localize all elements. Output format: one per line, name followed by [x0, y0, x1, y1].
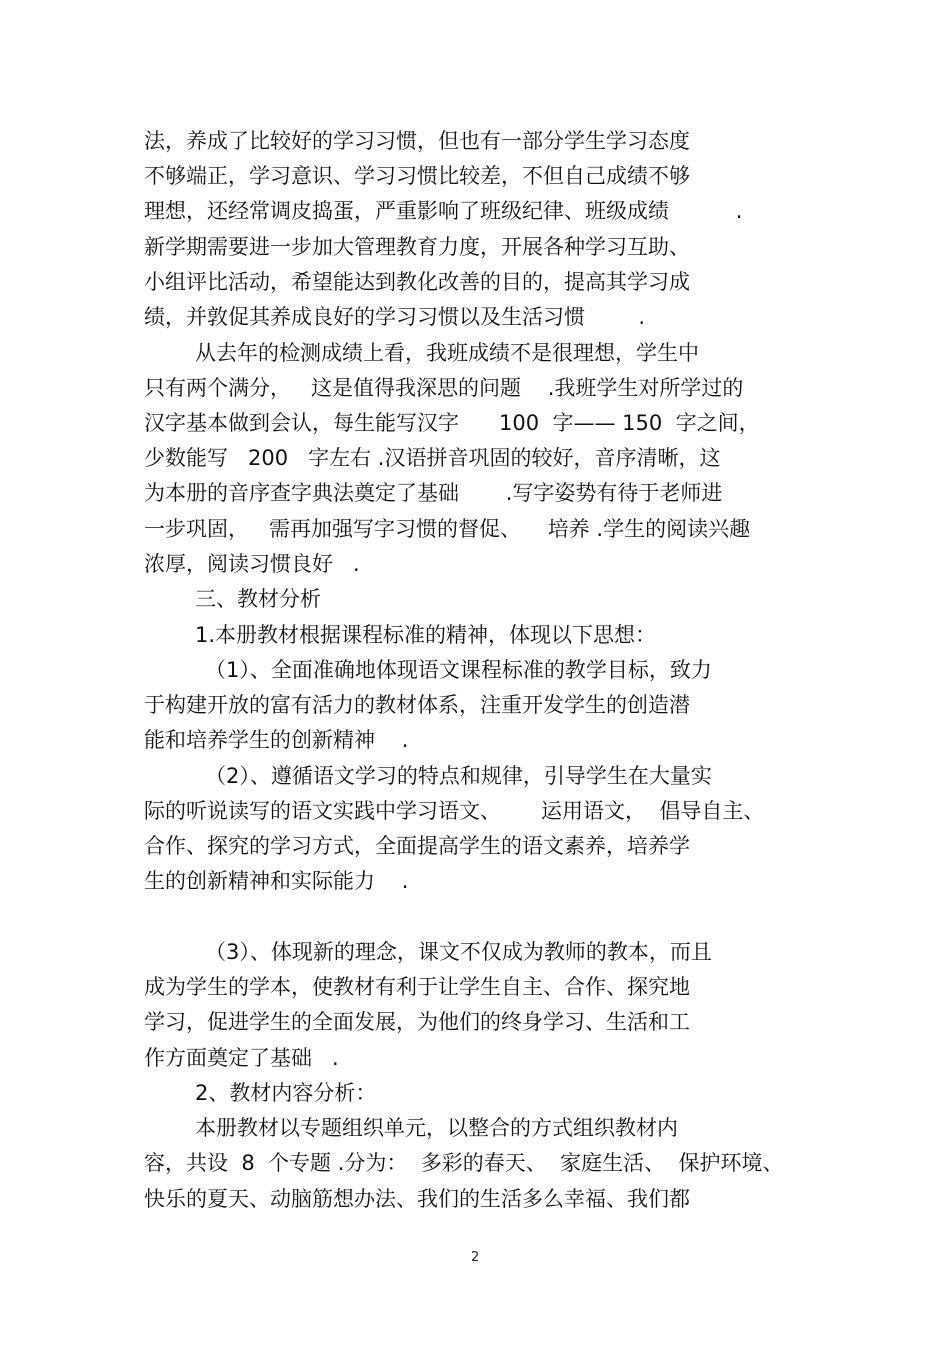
text-line: 新学期需要进一步加大管理教育力度，开展各种学习互助、: [144, 235, 690, 259]
text-line: 法，养成了比较好的学习习惯，但也有一部分学生学习态度: [144, 129, 690, 153]
text-line: （2）、遵循语文学习的特点和规律，引导学生在大量实: [205, 764, 712, 788]
page-number: 2: [471, 1250, 480, 1265]
subsection-heading: 1.本册教材根据课程标准的精神，体现以下思想：: [195, 623, 657, 647]
text-line: 从去年的检测成绩上看，我班成绩不是很理想，学生中: [195, 341, 699, 365]
text-line: 容，共设 8 个专题 .分为： 多彩的春天、 家庭生活、 保护环境、: [144, 1151, 784, 1175]
section-heading: 三、教材分析: [195, 587, 321, 611]
text-line: 汉字基本做到会认，每生能写汉字 100 字—— 150 字之间，: [144, 411, 760, 435]
text-line: 为本册的音序查字典法奠定了基础 .写字姿势有待于老师进: [144, 481, 723, 505]
text-line: 成为学生的学本，使教材有利于让学生自主、合作、探究地: [144, 975, 690, 999]
subsection-heading: 2、教材内容分析：: [195, 1081, 377, 1105]
text-line: 于构建开放的富有活力的教材体系，注重开发学生的创造潜: [144, 693, 690, 717]
text-line: 作方面奠定了基础 .: [144, 1046, 339, 1070]
text-line: 小组评比活动，希望能达到教化改善的目的，提高其学习成: [144, 270, 690, 294]
text-line: 一步巩固， 需再加强写字习惯的督促、 培养 .学生的阅读兴趣: [144, 517, 751, 541]
text-line: （1）、全面准确地体现语文课程标准的教学目标，致力: [205, 658, 712, 682]
text-line: 少数能写 200 字左右 .汉语拼音巩固的较好，音序清晰，这: [144, 446, 721, 470]
text-line: 合作、探究的学习方式，全面提高学生的语文素养，培养学: [144, 834, 690, 858]
text-line: 际的听说读写的语文实践中学习语文、 运用语文， 倡导自主、: [144, 799, 765, 823]
text-line: 生的创新精神和实际能力 .: [144, 869, 409, 893]
text-line: 本册教材以专题组织单元，以整合的方式组织教材内: [195, 1116, 678, 1140]
text-line: 快乐的夏天、动脑筋想办法、我们的生活多么幸福、我们都: [144, 1187, 690, 1211]
text-line: 学习，促进学生的全面发展，为他们的终身学习、生活和工: [144, 1010, 690, 1034]
text-line: 浓厚，阅读习惯良好 .: [144, 552, 360, 576]
text-line: 能和培养学生的创新精神 .: [144, 728, 409, 752]
text-line: 不够端正，学习意识、学习习惯比较差，不但自己成绩不够: [144, 164, 690, 188]
text-line: 只有两个满分， 这是值得我深思的问题 .我班学生对所学过的: [144, 376, 744, 400]
text-line: 绩，并敦促其养成良好的学习习惯以及生活习惯 .: [144, 305, 646, 329]
text-line: 理想，还经常调皮捣蛋，严重影响了班级纪律、班级成绩 .: [144, 199, 743, 223]
text-line: （3）、体现新的理念，课文不仅成为教师的教本，而且: [205, 940, 712, 964]
